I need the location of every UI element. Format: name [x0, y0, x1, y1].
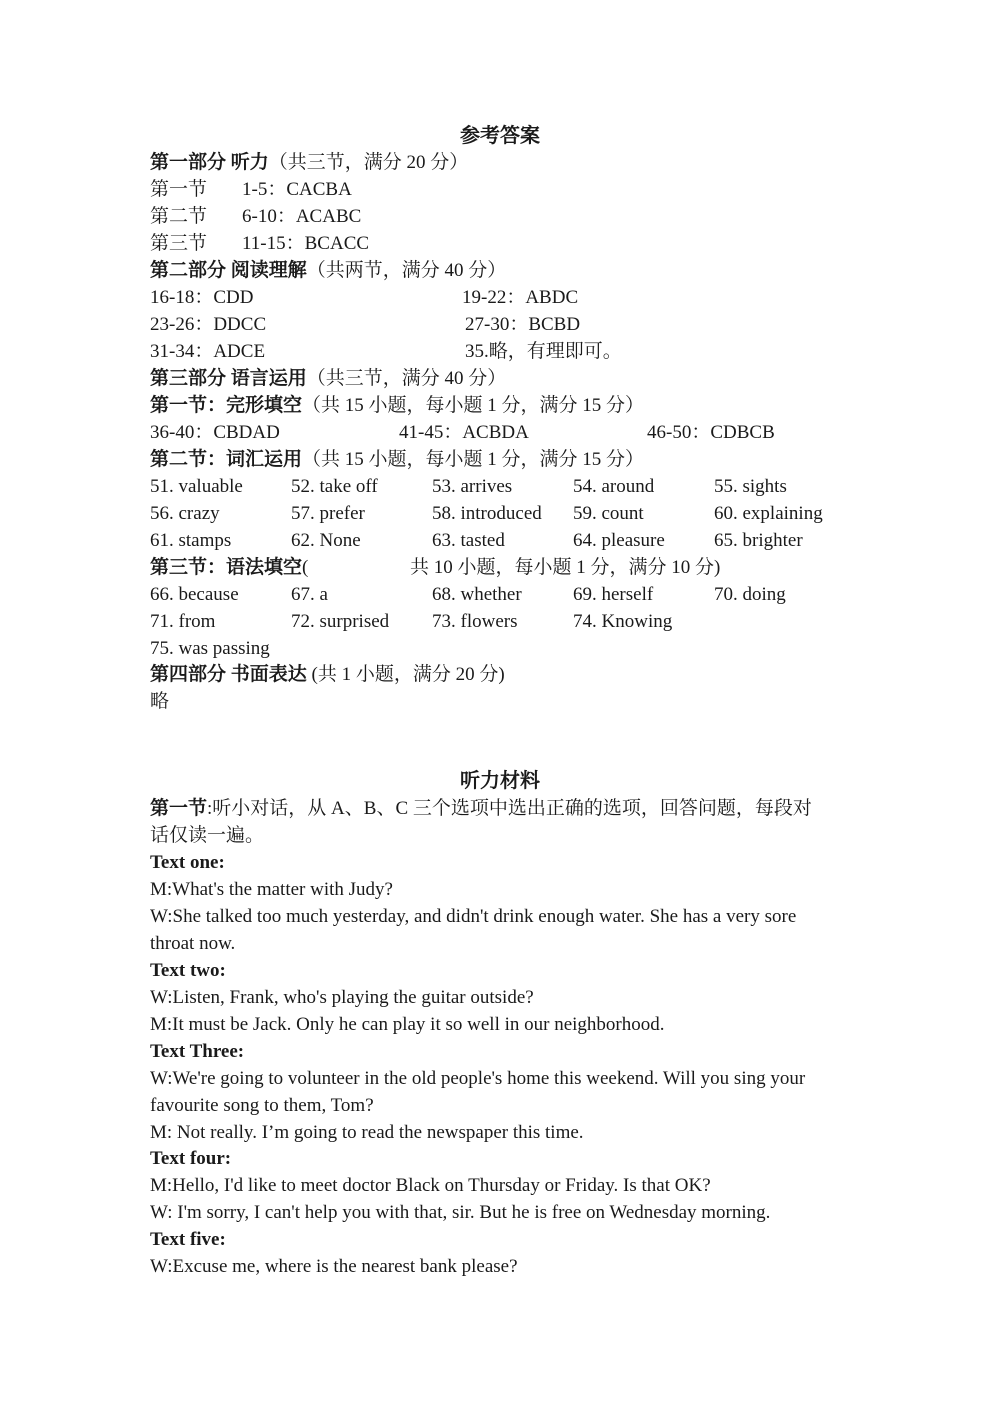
text-label: Text Three:	[150, 1041, 245, 1062]
part3-sec1-heading: 第一节：完形填空	[150, 395, 303, 416]
grammar-answer: 71. from	[150, 611, 216, 632]
grammar-answer: 74. Knowing	[573, 611, 673, 632]
listening-intro-line-2: 话仅读一遍。	[150, 825, 265, 846]
part2-heading: 第二部分 阅读理解	[150, 260, 307, 281]
dialogue-line: M:It must be Jack. Only he can play it so well in our neighborhood.	[150, 1014, 665, 1035]
part1-row-value: 1-5：CACBA	[242, 179, 352, 200]
listening-intro-label: 第一节	[150, 798, 208, 819]
part1-row-label: 第三节	[150, 233, 208, 254]
grammar-answer: 72. surprised	[291, 611, 390, 632]
dialogue-line: throat now.	[150, 933, 236, 954]
dialogue-line: M:What's the matter with Judy?	[150, 879, 393, 900]
grammar-answer: 70. doing	[714, 584, 786, 605]
dialogue-line: W:Listen, Frank, who's playing the guitar outside?	[150, 987, 534, 1008]
part3-sec2-heading: 第二节：词汇运用	[150, 449, 303, 470]
part3-sec3-note: 共 10 小题，每小题 1 分，满分 10 分)	[410, 557, 721, 578]
dialogue-line: W:We're going to volunteer in the old people's home this weekend. Will you sing your	[150, 1068, 806, 1089]
text-label: Text five:	[150, 1229, 226, 1250]
part1-heading-line	[150, 151, 468, 175]
part2-note: （共两节，满分 40 分）	[306, 260, 507, 281]
part4-note: (共 1 小题，满分 20 分)	[311, 664, 505, 685]
part2-answer: 27-30：BCBD	[465, 314, 581, 335]
dialogue-line: M: Not really. I’m going to read the newspaper this time.	[150, 1122, 584, 1143]
vocab-answer: 58. introduced	[432, 503, 542, 524]
part2-answer: 19-22：ABDC	[462, 287, 579, 308]
vocab-answer: 53. arrives	[432, 476, 513, 497]
dialogue-line: W: I'm sorry, I can't help you with that, sir. But he is free on Wednesday morning.	[150, 1202, 771, 1223]
vocab-answer: 61. stamps	[150, 530, 232, 551]
part3-sec1-heading-line	[150, 394, 644, 418]
text-label: Text two:	[150, 960, 226, 981]
part1-row-label: 第二节	[150, 206, 208, 227]
vocab-answer: 54. around	[573, 476, 655, 497]
vocab-answer: 64. pleasure	[573, 530, 665, 551]
vocab-answer: 62. None	[291, 530, 361, 551]
part1-row-1	[150, 178, 352, 202]
text-label: Text four:	[150, 1148, 232, 1169]
part2-heading-line	[150, 259, 506, 283]
part3-sec2-note: （共 15 小题，每小题 1 分，满分 15 分）	[302, 449, 645, 470]
vocab-answer: 51. valuable	[150, 476, 243, 497]
dialogue-line: W:Excuse me, where is the nearest bank please?	[150, 1256, 518, 1277]
vocab-answer: 65. brighter	[714, 530, 803, 551]
listening-intro-line-1	[150, 797, 812, 821]
grammar-answer: 67. a	[291, 584, 328, 605]
grammar-answer: 69. herself	[573, 584, 654, 605]
grammar-answer: 68. whether	[432, 584, 522, 605]
part3-sec3-heading: 第三节：语法填空	[150, 557, 303, 578]
part1-row-value: 11-15：BCACC	[242, 233, 370, 254]
vocab-answer: 52. take off	[291, 476, 378, 497]
part4-heading: 第四部分 书面表达	[150, 664, 307, 685]
part3-sec3-heading-line	[150, 556, 308, 580]
vocab-answer: 55. sights	[714, 476, 787, 497]
answers-title: 参考答案	[460, 125, 540, 147]
text-label: Text one:	[150, 852, 225, 873]
vocab-answer: 63. tasted	[432, 530, 505, 551]
part3-sec2-heading-line	[150, 448, 644, 472]
grammar-answer: 75. was passing	[150, 638, 270, 659]
part3-note: （共三节，满分 40 分）	[306, 368, 507, 389]
dialogue-line: M:Hello, I'd like to meet doctor Black on Thursday or Friday. Is that OK?	[150, 1175, 711, 1196]
part2-answer: 31-34：ADCE	[150, 341, 266, 362]
listening-intro-text: :听小对话，从 A、B、C 三个选项中选出正确的选项，回答问题，每段对	[207, 798, 812, 819]
part3-sec3-paren: (	[302, 557, 309, 578]
part3-heading-line	[150, 367, 506, 391]
dialogue-line: W:She talked too much yesterday, and didn't drink enough water. She has a very sore	[150, 906, 797, 927]
part1-heading: 第一部分 听力	[150, 152, 269, 173]
grammar-answer: 73. flowers	[432, 611, 518, 632]
part1-note: （共三节，满分 20 分）	[268, 152, 469, 173]
part4-body: 略	[150, 691, 170, 712]
cloze-answer: 46-50：CDBCB	[647, 422, 775, 443]
part2-answer: 16-18：CDD	[150, 287, 254, 308]
part3-heading: 第三部分 语言运用	[150, 368, 307, 389]
part1-row-label: 第一节	[150, 179, 208, 200]
part2-answer: 23-26：DDCC	[150, 314, 267, 335]
part2-answer: 35.略，有理即可。	[465, 341, 622, 362]
listening-title: 听力材料	[460, 770, 540, 792]
part3-sec1-note: （共 15 小题，每小题 1 分，满分 15 分）	[302, 395, 645, 416]
vocab-answer: 59. count	[573, 503, 644, 524]
grammar-answer: 66. because	[150, 584, 239, 605]
dialogue-line: favourite song to them, Tom?	[150, 1095, 374, 1116]
cloze-answer: 41-45：ACBDA	[399, 422, 529, 443]
part1-row-3	[150, 232, 370, 256]
vocab-answer: 60. explaining	[714, 503, 823, 524]
part1-row-2	[150, 205, 362, 229]
vocab-answer: 56. crazy	[150, 503, 220, 524]
cloze-answer: 36-40：CBDAD	[150, 422, 280, 443]
vocab-answer: 57. prefer	[291, 503, 365, 524]
part4-heading-line	[150, 663, 505, 687]
part1-row-value: 6-10：ACABC	[242, 206, 362, 227]
